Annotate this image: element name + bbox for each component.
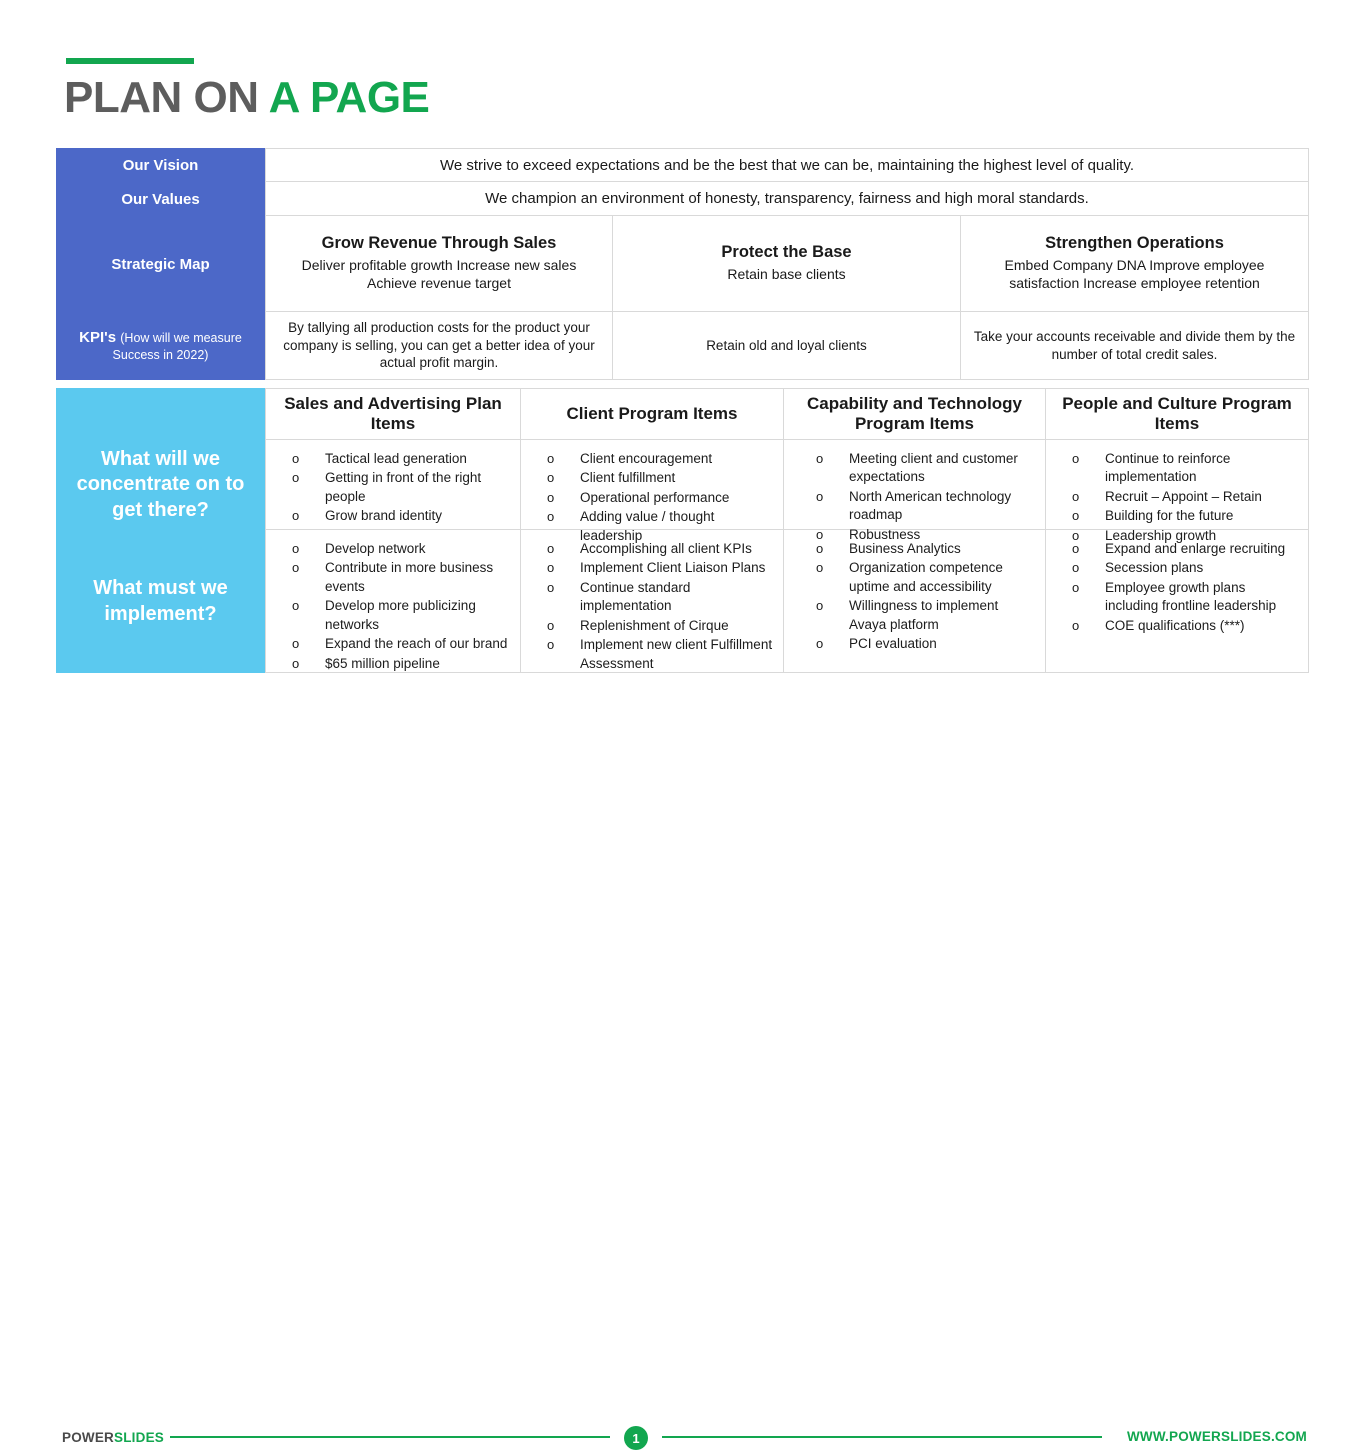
row-label-kpis-main: KPI's bbox=[79, 329, 117, 346]
list-item: o Recruit – Appoint – Retain bbox=[1056, 488, 1298, 506]
page-title-accent: A PAGE bbox=[268, 73, 430, 122]
implement-cell-1 bbox=[265, 530, 521, 673]
kpi-cell-3: Take your accounts receivable and divide them by the number of total credit sales. bbox=[961, 312, 1309, 380]
list-item: o Accomplishing all client KPIs bbox=[531, 540, 773, 558]
footer bbox=[0, 712, 1365, 1446]
brand-logo-slides: SLIDES bbox=[114, 1430, 164, 1445]
list-item: o Willingness to implement Avaya platform bbox=[794, 597, 1035, 634]
footer-rule-left bbox=[170, 1436, 610, 1438]
implement-list-4 bbox=[1056, 540, 1298, 636]
row-label-kpis-sub: (How will we measure Success in 2022) bbox=[112, 331, 242, 362]
page-title bbox=[64, 73, 429, 123]
strategic-map-heading-3: Strengthen Operations bbox=[1045, 233, 1224, 252]
title-accent-rule bbox=[66, 58, 194, 64]
kpi-cell-1: By tallying all production costs for the product your company is selling, you can get a better idea of your actual profit margin. bbox=[265, 312, 613, 380]
concentrate-list-1 bbox=[276, 450, 510, 527]
strategic-map-cell-2 bbox=[613, 216, 961, 312]
program-header-2: Client Program Items bbox=[521, 388, 784, 440]
list-item: o North American technology roadmap bbox=[794, 488, 1035, 525]
implement-cell-2 bbox=[521, 530, 784, 673]
concentrate-list-2 bbox=[531, 450, 773, 546]
implement-list-3 bbox=[794, 540, 1035, 655]
list-item: o Organization competence uptime and accessibility bbox=[794, 559, 1035, 596]
program-header-4: People and Culture Program Items bbox=[1046, 388, 1309, 440]
list-item: o Develop more publicizing networks bbox=[276, 597, 510, 634]
list-item: o Client fulfillment bbox=[531, 469, 773, 487]
concentrate-cell-3 bbox=[784, 440, 1046, 542]
strategic-map-body-1: Deliver profitable growth Increase new sales Achieve revenue target bbox=[301, 256, 577, 292]
strategic-map-cell-1 bbox=[265, 216, 613, 312]
table-row-values bbox=[56, 182, 1309, 216]
strategic-map-cell-3 bbox=[961, 216, 1309, 312]
kpi-cell-2: Retain old and loyal clients bbox=[613, 312, 961, 380]
concentrate-cell-4 bbox=[1046, 440, 1309, 543]
list-item: o Client encouragement bbox=[531, 450, 773, 468]
list-item: o Grow brand identity bbox=[276, 507, 510, 525]
table-row-kpis bbox=[56, 312, 1309, 380]
list-item: o Business Analytics bbox=[794, 540, 1035, 558]
strategic-map-body-2: Retain base clients bbox=[727, 266, 846, 283]
table-row-implement bbox=[56, 530, 1309, 673]
footer-rule-right bbox=[662, 1436, 1102, 1438]
page-title-main: PLAN ON bbox=[64, 73, 269, 122]
row-label-vision: Our Vision bbox=[56, 148, 265, 182]
implement-list-2 bbox=[531, 540, 773, 674]
implement-list-1 bbox=[276, 540, 510, 674]
list-item: o Replenishment of Cirque bbox=[531, 617, 773, 635]
brand-logo bbox=[62, 1430, 164, 1445]
table-row-vision bbox=[56, 148, 1309, 182]
strategic-map-heading-2: Protect the Base bbox=[721, 243, 852, 262]
list-item: o Building for the future bbox=[1056, 507, 1298, 525]
website-url[interactable]: WWW.POWERSLIDES.COM bbox=[1126, 1429, 1307, 1444]
list-item: o Expand and enlarge recruiting bbox=[1056, 540, 1298, 558]
implement-cell-4 bbox=[1046, 530, 1309, 673]
concentrate-list-4 bbox=[1056, 450, 1298, 546]
list-item: o Meeting client and customer expectations bbox=[794, 450, 1035, 487]
list-item: o COE qualifications (***) bbox=[1056, 617, 1298, 635]
strategic-map-heading-1: Grow Revenue Through Sales bbox=[321, 233, 557, 252]
concentrate-list-3 bbox=[794, 450, 1035, 545]
strategic-map-body-3: Embed Company DNA Improve employee satisfaction Increase employee retention bbox=[1004, 256, 1265, 292]
list-item: o Operational performance bbox=[531, 489, 773, 507]
table-row-strategic-map bbox=[56, 216, 1309, 312]
list-item: o Continue standard implementation bbox=[531, 579, 773, 616]
row-label-strategic-map: Strategic Map bbox=[56, 216, 265, 312]
list-item: o Robustness bbox=[794, 526, 1035, 544]
list-item: o Contribute in more business events bbox=[276, 559, 510, 596]
values-text: We champion an environment of honesty, transparency, fairness and high moral standards. bbox=[265, 182, 1309, 216]
list-item: o Continue to reinforce implementation bbox=[1056, 450, 1298, 487]
program-header-3: Capability and Technology Program Items bbox=[784, 388, 1046, 440]
list-item: o Develop network bbox=[276, 540, 510, 558]
row-label-kpis bbox=[56, 312, 265, 380]
row-label-concentrate-top bbox=[56, 388, 265, 440]
list-item: o Tactical lead generation bbox=[276, 450, 510, 468]
concentrate-cell-2 bbox=[521, 440, 784, 543]
table-row-concentrate bbox=[56, 440, 1309, 543]
brand-logo-power: POWER bbox=[62, 1430, 115, 1445]
list-item: o Leadership growth bbox=[1056, 527, 1298, 545]
row-label-concentrate: What will we concentrate on to get there? bbox=[56, 440, 265, 530]
list-item: o Adding value / thought leadership bbox=[531, 508, 773, 545]
list-item: o Secession plans bbox=[1056, 559, 1298, 577]
table-row-program-headers bbox=[56, 388, 1309, 440]
concentrate-cell-1 bbox=[265, 440, 521, 530]
row-label-implement: What must we implement? bbox=[56, 530, 265, 673]
program-header-1: Sales and Advertising Plan Items bbox=[265, 388, 521, 440]
vision-text: We strive to exceed expectations and be the best that we can be, maintaining the highest level of quality. bbox=[265, 148, 1309, 182]
plan-table bbox=[56, 148, 1309, 673]
row-label-values: Our Values bbox=[56, 182, 265, 216]
list-item: o Expand the reach of our brand bbox=[276, 635, 510, 653]
list-item: o Implement Client Liaison Plans bbox=[531, 559, 773, 577]
page-number-badge: 1 bbox=[624, 1426, 648, 1450]
list-item: o Implement new client Fulfillment Assessment bbox=[531, 636, 773, 673]
list-item: o Getting in front of the right people bbox=[276, 469, 510, 506]
list-item: o Employee growth plans including frontline leadership bbox=[1056, 579, 1298, 616]
programs-section bbox=[56, 388, 1309, 673]
list-item: o $65 million pipeline bbox=[276, 655, 510, 673]
implement-cell-3 bbox=[784, 530, 1046, 673]
list-item: o PCI evaluation bbox=[794, 635, 1035, 653]
